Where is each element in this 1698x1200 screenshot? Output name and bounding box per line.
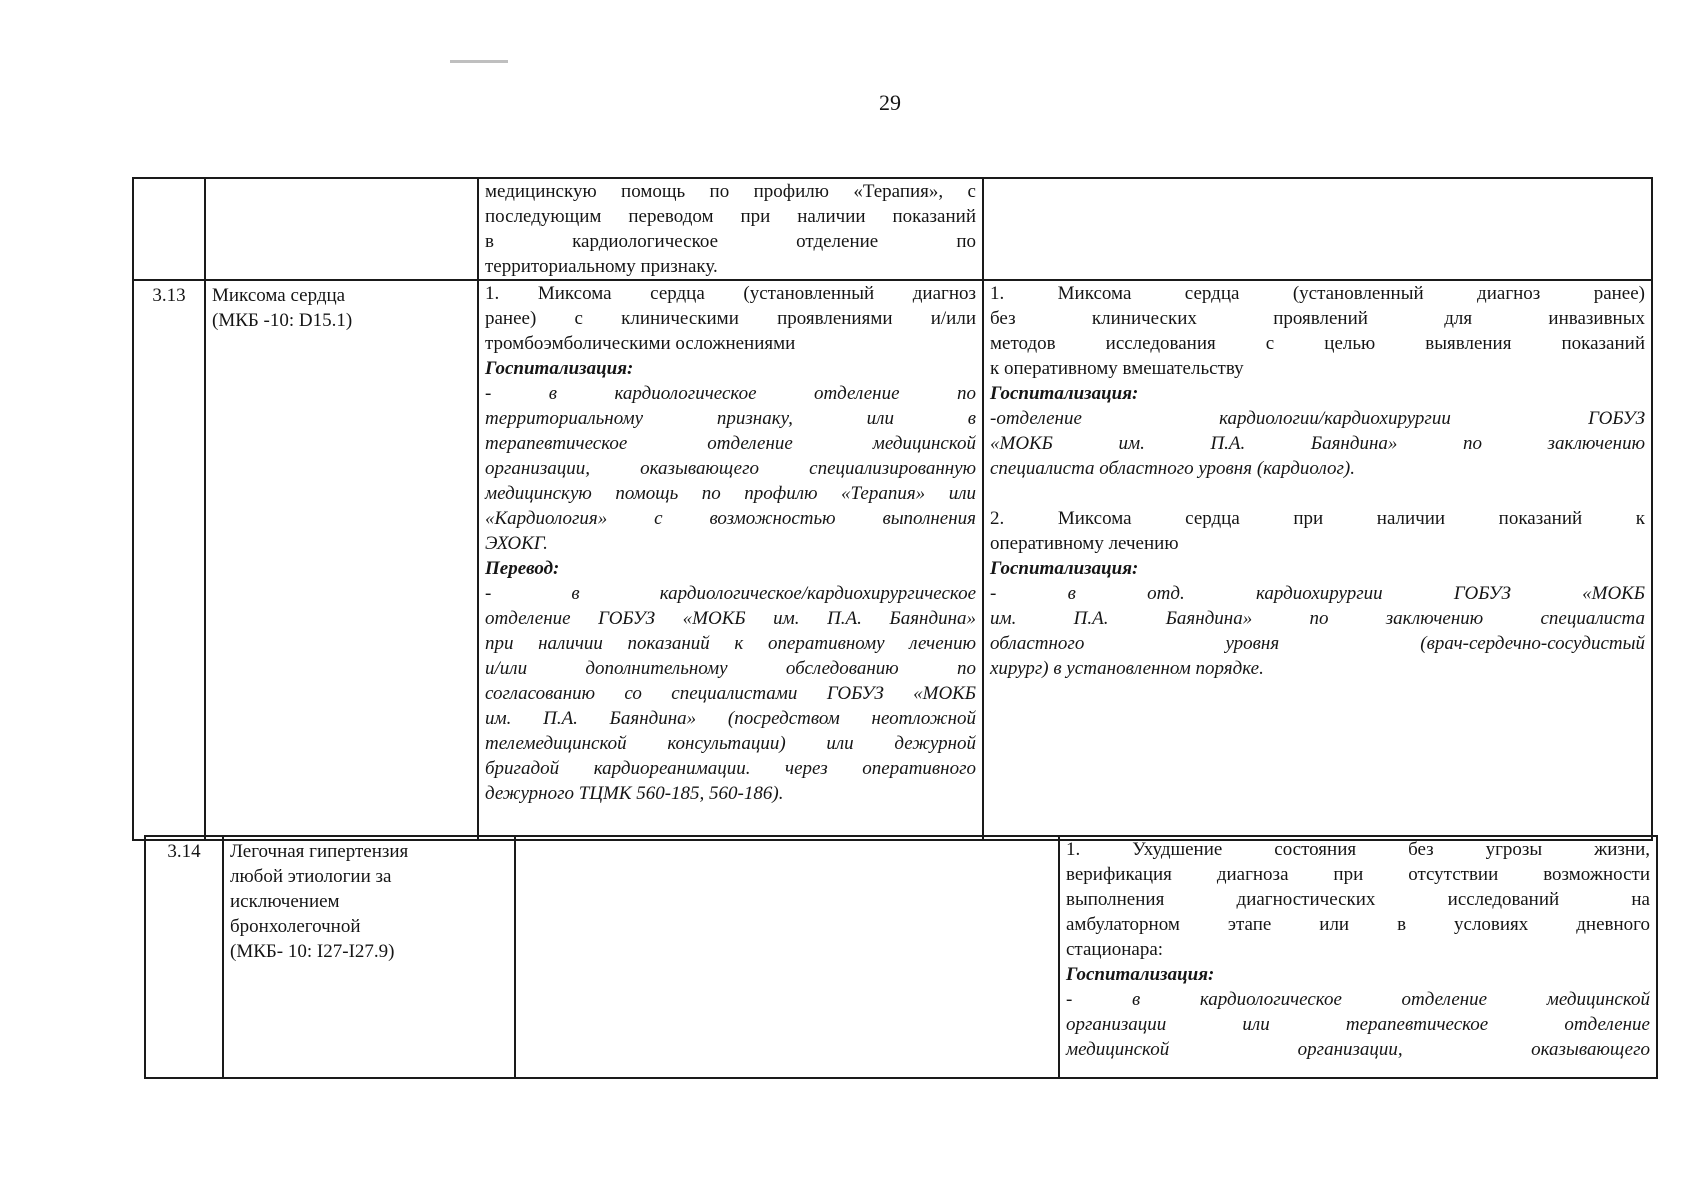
text-line: тромбоэмболическими осложнениями — [485, 333, 796, 354]
text-line: «Кардиология» с возможностью выполнения — [485, 508, 976, 529]
row-number: 3.14 — [145, 836, 223, 1078]
text-line: медицинскую помощь по профилю «Терапия» или — [485, 483, 976, 504]
text-line: специалиста областного уровня (кардиолог). — [990, 458, 1355, 479]
text-line: телемедицинской консультации) или дежурной — [485, 733, 976, 754]
cell-number-empty — [133, 178, 205, 280]
text-line: ЭХОКГ. — [485, 533, 548, 554]
text-line: отделение ГОБУЗ «МОКБ им. П.А. Баяндина» — [485, 608, 976, 629]
text-line: - в кардиологическое/кардиохирургическое — [485, 583, 976, 604]
text-line: согласованию со специалистами ГОБУЗ «МОКБ — [485, 683, 976, 704]
text-line: стационара: — [1066, 939, 1164, 960]
text-line: при наличии показаний к оперативному лечению — [485, 633, 976, 654]
protocol-table-top — [132, 177, 1653, 841]
text-line: выполнения диагностических исследований на — [1066, 889, 1650, 910]
text-line: верификация диагноза при отсутствии возможности — [1066, 864, 1650, 885]
diagnosis-name — [223, 836, 515, 1078]
text-line: бригадой кардиореанимации. через оперативного — [485, 758, 976, 779]
text-line: 2. Миксома сердца при наличии показаний к — [990, 508, 1645, 529]
cell-name-empty — [205, 178, 478, 280]
text-line: дежурного ТЦМК 560-185, 560-186). — [485, 783, 784, 804]
text-line: к оперативному вмешательству — [990, 358, 1244, 379]
text-line: медицинской организации, оказывающего — [1066, 1039, 1650, 1060]
hospitalization-label: Госпитализация: — [1066, 964, 1215, 985]
text-line: методов исследования с целью выявления показаний — [990, 333, 1645, 354]
transfer-label: Перевод: — [485, 558, 560, 579]
text-line: в кардиологическое отделение по — [485, 231, 976, 252]
text-line: хирург) в установленном порядке. — [990, 658, 1264, 679]
text-line: организации, оказывающего специализированную — [485, 458, 976, 479]
text-line: ранее) с клиническими проявлениями и/или — [485, 308, 976, 329]
text-line: бронхолегочной — [230, 916, 361, 937]
text-line: «МОКБ им. П.А. Баяндина» по заключению — [990, 433, 1645, 454]
text-line: Миксома сердца — [212, 285, 346, 306]
text-line: и/или дополнительному обследованию по — [485, 658, 976, 679]
emergency-routing-cell — [478, 280, 983, 840]
text-line: территориальному признаку, или в — [485, 408, 976, 429]
text-line: - в кардиологическое отделение по — [485, 383, 976, 404]
text-line: (МКБ -10: D15.1) — [212, 310, 353, 331]
text-line: оперативному лечению — [990, 533, 1179, 554]
emergency-routing-cell-empty — [515, 836, 1059, 1078]
hospitalization-label: Госпитализация: — [485, 358, 634, 379]
text-line: - в кардиологическое отделение медицинской — [1066, 989, 1650, 1010]
text-line: -отделение кардиологии/кардиохирургии ГОБУЗ — [990, 408, 1645, 429]
text-line: - в отд. кардиохирургии ГОБУЗ «МОКБ — [990, 583, 1645, 604]
text-line: им. П.А. Баяндина» по заключению специалиста — [990, 608, 1645, 629]
text-line: любой этиологии за — [230, 866, 392, 887]
planned-routing-cell — [983, 280, 1652, 840]
text-line: терапевтическое отделение медицинской — [485, 433, 976, 454]
table-row-continuation — [133, 178, 1652, 280]
text-line: Легочная гипертензия — [230, 841, 409, 862]
text-line: областного уровня (врач-сердечно-сосудистый — [990, 633, 1645, 654]
scan-artifact — [450, 60, 508, 63]
text-line: амбулаторном этапе или в условиях дневного — [1066, 914, 1650, 935]
page-number: 29 — [879, 90, 901, 115]
cell-continuation-empty — [983, 178, 1652, 280]
text-line: 1. Миксома сердца (установленный диагноз ранее) — [990, 283, 1645, 304]
row-number: 3.13 — [133, 280, 205, 840]
text-line: им. П.А. Баяндина» (посредством неотложной — [485, 708, 976, 729]
diagnosis-name — [205, 280, 478, 840]
text-line: (МКБ- 10: I27-I27.9) — [230, 941, 395, 962]
paragraph-gap — [990, 481, 1645, 506]
text-line: исключением — [230, 891, 340, 912]
text-line: организации или терапевтическое отделение — [1066, 1014, 1650, 1035]
text-line: территориальному признаку. — [485, 256, 718, 277]
hospitalization-label: Госпитализация: — [990, 558, 1139, 579]
table-row-3-13 — [133, 280, 1652, 840]
text-line: последующим переводом при наличии показаний — [485, 206, 976, 227]
planned-routing-cell — [1059, 836, 1657, 1078]
text-line: 1. Ухудшение состояния без угрозы жизни, — [1066, 839, 1650, 860]
hospitalization-label: Госпитализация: — [990, 383, 1139, 404]
protocol-table-bottom — [144, 835, 1658, 1079]
cell-continuation-text — [478, 178, 983, 280]
text-line: медицинскую помощь по профилю «Терапия», с — [485, 181, 976, 202]
table-row-3-14 — [145, 836, 1657, 1078]
text-line: без клинических проявлений для инвазивных — [990, 308, 1645, 329]
text-line: 1. Миксома сердца (установленный диагноз — [485, 283, 976, 304]
